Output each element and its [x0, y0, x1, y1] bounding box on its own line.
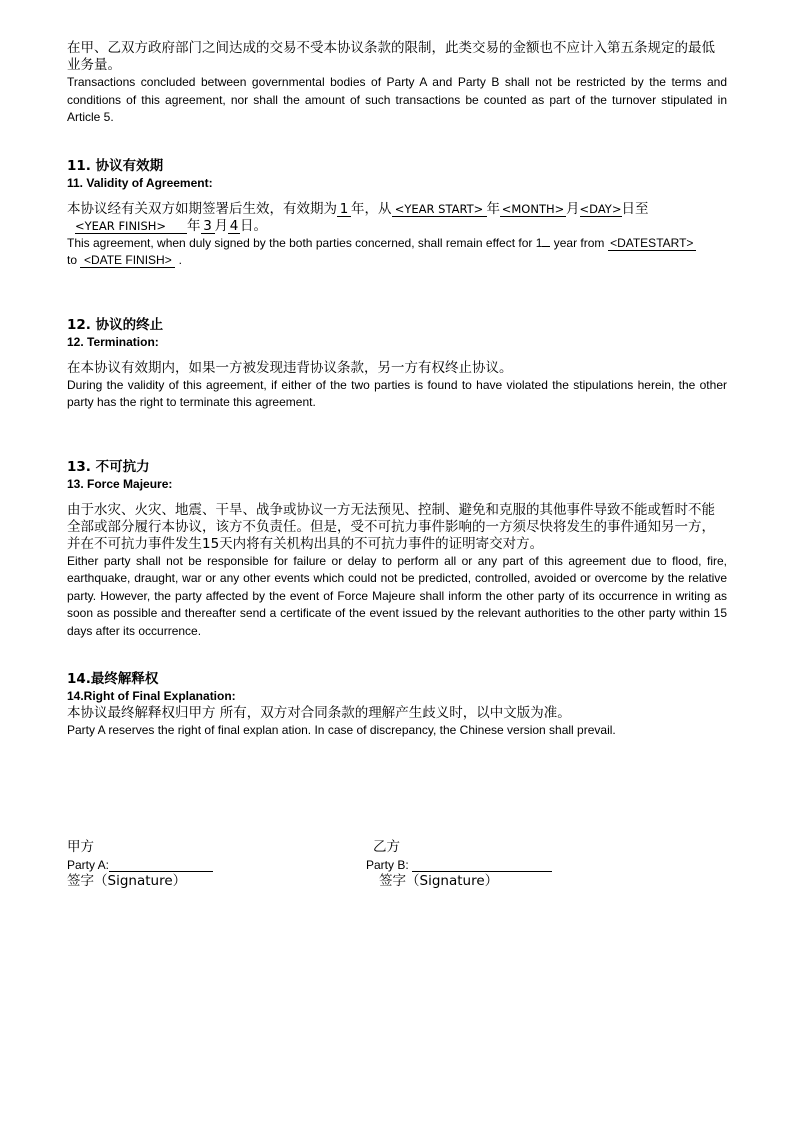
- party-b-sign-label: 签字（Signature）: [379, 873, 499, 889]
- party-b-signature-line[interactable]: [412, 858, 552, 872]
- s11-en-text-4: .: [175, 253, 183, 267]
- party-b-label-zh: 乙方: [373, 839, 400, 855]
- year-finish-field[interactable]: <YEAR FINISH>: [75, 219, 187, 234]
- date-start-field[interactable]: <DATESTART>: [608, 236, 696, 251]
- party-a-signature-line[interactable]: [109, 858, 213, 872]
- s14-heading-en: 14.Right of Final Explanation:: [67, 689, 236, 703]
- party-b-line: [366, 858, 552, 872]
- s13-zh: 由于水灾、火灾、地震、干旱、战争或协议一方无法预见、控制、避免和克服的其他事件导致不能或暂时不能全部或部分履行本协议，该方不负责任。但是，受不可抗力事件影响的一方须尽快将发生的事件通知另一方，并在不可抗力事件发生15天内将有关机构出具的不可抗力事件的证明寄交对方。: [67, 501, 715, 552]
- s11-en-text-1: This agreement, when duly signed by the both parties concerned, shall remain effect for 1: [67, 235, 543, 250]
- document-page: [67, 40, 727, 740]
- s11-zh-text-5: 日至: [621, 200, 649, 217]
- years-field[interactable]: 1: [337, 202, 351, 217]
- party-a-label-zh: 甲方: [67, 839, 94, 855]
- s11-heading-zh: 11. 协议有效期: [67, 157, 164, 174]
- s11-en: [67, 235, 727, 270]
- s11-zh-text-3: 年: [486, 200, 500, 217]
- s14-en: Party A reserves the right of final explan ation. In case of discrepancy, the Chinese version shall prevail.: [67, 723, 616, 737]
- s13-heading-en: 13. Force Majeure:: [67, 476, 173, 491]
- s11-zh-text-8: 日。: [240, 217, 267, 234]
- s12-en: During the validity of this agreement, if either of the two parties is found to have violated the stipulations herein, the other party has the right to terminate this agreement.: [67, 377, 727, 409]
- year-start-field[interactable]: <YEAR START>: [392, 202, 487, 217]
- day-field[interactable]: <DAY>: [579, 201, 622, 216]
- s11-zh: [67, 201, 727, 235]
- intro-en: Transactions concluded between governmental bodies of Party A and Party B shall not be restricted by the terms and conditions of this agreement, nor shall the amount of such transactions be counted as part of the turnover stipulated in Article 5.: [67, 75, 727, 124]
- s11-heading-en: 11. Validity of Agreement:: [67, 175, 213, 190]
- s12-heading-en: 12. Termination:: [67, 334, 159, 349]
- s11-en-text-3: to: [67, 253, 81, 267]
- party-a-label-en: Party A:: [67, 858, 110, 872]
- month-field[interactable]: <MONTH>: [501, 201, 565, 216]
- intro-zh: 在甲、乙双方政府部门之间达成的交易不受本协议条款的限制，此类交易的金额也不应计入第五条规定的最低业务量。: [67, 40, 715, 73]
- s11-zh-text-6: 年: [187, 217, 201, 234]
- s14-heading-zh: 14.最终解释权: [67, 671, 159, 687]
- s11-zh-text-4: 月: [566, 200, 580, 217]
- date-finish-field[interactable]: <DATE FINISH>: [80, 253, 175, 268]
- day2-field[interactable]: 4: [229, 217, 239, 234]
- s11-en-text-2: year from: [550, 235, 608, 250]
- party-b-signature-block: [366, 838, 552, 890]
- party-b-label-en: Party B:: [366, 858, 409, 872]
- s12-heading-zh: 12. 协议的终止: [67, 316, 164, 333]
- s13-en: Either party shall not be responsible for failure or delay to perform all or any part of this agreement due to flood, fire, earthquake, draught, war or any other events which could not be predicted, controlled, avoided or overcome by the relative party. However, the party affected by the event of Force Majeure shall inform the other party of its occurrence in writing as soon as possible and thereafter send a certificate of the event issued by the relevant authorities to the other party within 15 days after its occurrence.: [67, 553, 727, 638]
- party-a-line: [67, 858, 213, 872]
- s13-heading-zh: 13. 不可抗力: [67, 458, 150, 475]
- party-a-sign-label: 签字（Signature）: [67, 873, 187, 889]
- month2-field[interactable]: 3: [201, 219, 215, 234]
- s11-zh-text-1: 本协议经有关双方如期签署后生效，有效期为: [67, 200, 337, 217]
- s11-zh-text-7: 月: [214, 217, 228, 234]
- party-a-signature-block: [67, 838, 213, 890]
- s11-zh-text-2: 年，从: [351, 200, 392, 217]
- s14-zh: 本协议最终解释权归甲方 所有，双方对合同条款的理解产生歧义时，以中文版为准。: [67, 705, 571, 721]
- s12-zh: 在本协议有效期内，如果一方被发现违背协议条款，另一方有权终止协议。: [67, 359, 513, 376]
